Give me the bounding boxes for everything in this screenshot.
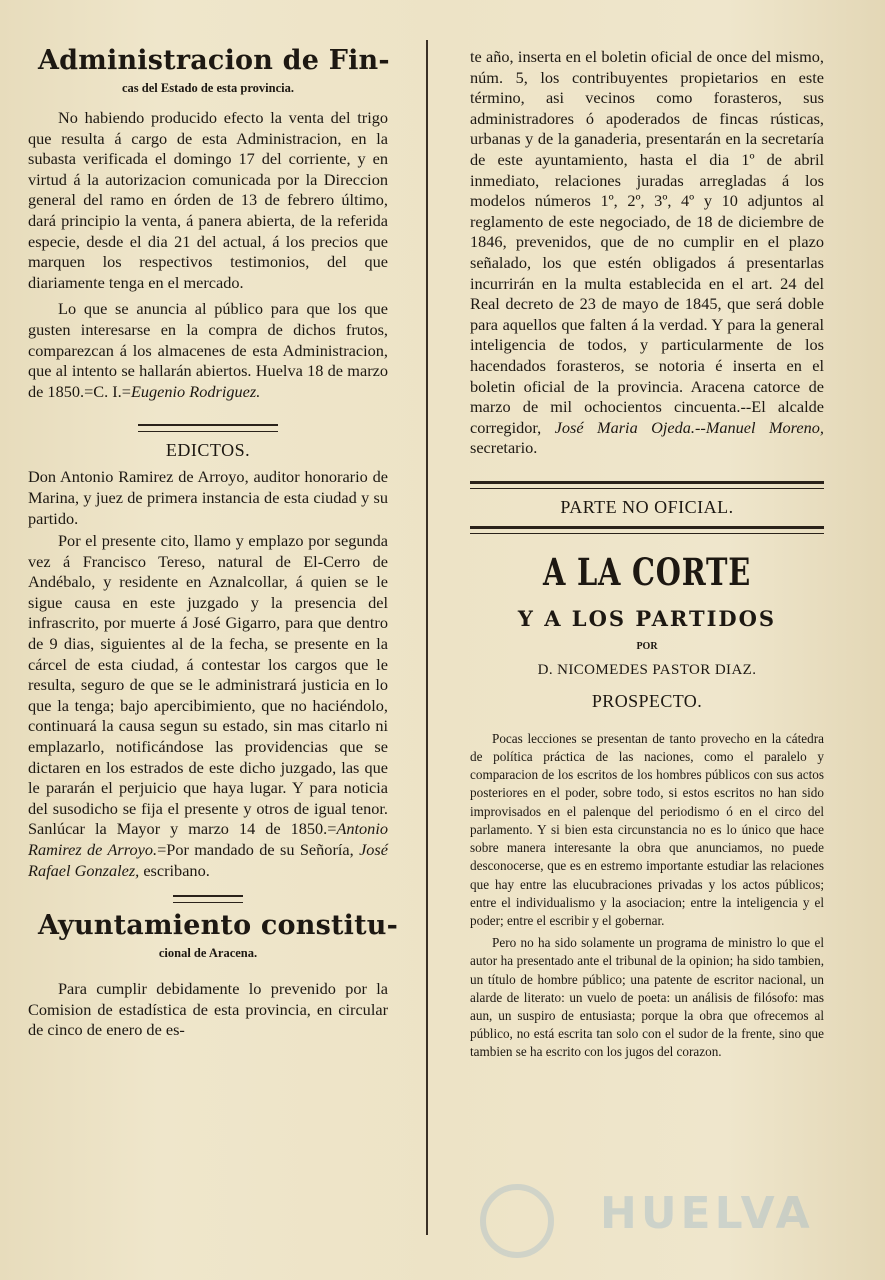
administracion-subtitle: cas del Estado de esta provincia.: [122, 81, 294, 95]
edictos-heading: EDICTOS.: [165, 440, 251, 461]
ayuntamiento-signatures: José Maria Ojeda.--Manuel Moreno,: [554, 417, 824, 437]
right-column: [470, 0, 824, 1062]
edictos-mandate-text: =Por mandado de su Señoría,: [157, 840, 354, 859]
administracion-paragraph-1: No habiendo producido efecto la venta del trigo que resulta á cargo de esta Administracion, en la subasta verificada el domingo 17 del corriente, y en virtud á la autorizacion comunicada por la Direccion general del ramo en órden de 13 de febrero último, dará principio la venta, á panera abierta, de la referida especie, desde el dia 21 del actual, á los precios que marquen los respectivos testimonios, del que diariamente tenga en el mercado.: [28, 108, 388, 292]
ayuntamiento-continuation: [470, 47, 824, 459]
watermark-logo-icon: [480, 1184, 554, 1258]
section-divider: [470, 481, 824, 489]
watermark-text: HUELVA: [600, 1188, 814, 1239]
column-rule: [426, 40, 428, 1235]
a-la-corte-title: A LA CORTE: [542, 549, 752, 594]
archive-watermark: [480, 1180, 814, 1250]
administracion-paragraph-2-text: Lo que se anuncia al público para que los que gusten interesarse en la compra de dichos frutos, comparezcan á los almacenes de esta Administracion, que al intento se hallarán abiertos. Huelva 18 de marzo de 1850.=C. I.=: [28, 299, 388, 401]
ayuntamiento-secretary: secretario.: [470, 438, 538, 458]
ayuntamiento-title: Ayuntamiento constitu-: [38, 910, 399, 942]
administracion-title: Administracion de Fin-: [38, 45, 390, 76]
section-divider: [173, 895, 243, 903]
edictos-paragraph-2-text: Por el presente cito, llamo y emplazo por segunda vez á Francisco Tereso, natural de El-Cerro de Andébalo, y residente en Aznalcollar, á quien se le sigue causa en este juzgado y la presencia del infrascrito, por muerte á José Gigarro, para que dentro de 9 dias, siguientes al de la fecha, se presente en la cárcel de esta ciudad, á contestar los cargos que le resulta, seguro de que se le administrará justicia en lo que la tenga; bajo apercibimiento, que no haciéndolo, continuará la causa segun su estado, sin mas citarlo ni emplazarlo, notificándose las providencias que se dictaren en los estrados de este dicho juzgado, las que le pararán el perjuicio que haya lugar. Y para noticia del susodicho se fija el presente y otros de igual tenor. Sanlúcar la Mayor y marzo 14 de 1850.=: [28, 531, 388, 839]
ayuntamiento-subtitle: cional de Aracena.: [158, 946, 258, 961]
y-a-los-partidos-title: Y A LOS PARTIDOS: [517, 605, 777, 631]
author-name: D. NICOMEDES PASTOR DIAZ.: [537, 661, 757, 678]
edictos-clerk-role: escribano.: [143, 860, 210, 880]
administracion-paragraph-2: [28, 299, 388, 402]
section-divider: [138, 424, 278, 432]
section-divider: [470, 526, 824, 534]
administracion-signature: Eugenio Rodriguez.: [130, 381, 261, 401]
prospecto-heading: PROSPECTO.: [591, 690, 703, 711]
prospecto-paragraph-2: Pero no ha sido solamente un programa de ministro lo que el autor ha presentado ante el tribunal de la opinion; ha sido tambien, un título de hombre público; una patente de escritor nacional, un alarde de literato: un vuelo de poeta: un análisis de filósofo: mas aun, un suspiro de entusiasta; porque la obra que ofrecemos al público, no está escrita tan solo con el sudor de la frente, sino que tambien se ha escrito con los jugos del corazon.: [470, 935, 824, 1060]
ayuntamiento-continuation-text: te año, inserta en el boletin oficial de once del mismo, núm. 5, los contribuyentes propietarios en este término, asi vecinos como forasteros, sus administradores ó apoderados de fincas rústicas, urbanas y de la ganaderia, presentarán en la secretaría de este ayuntamiento, hasta el dia 1º de abril inmediato, relaciones juradas arregladas á los modelos números 1º, 2º, 3º, 4º y 10 adjuntos al reglamento de este negociado, de 18 de diciembre de 1846, prevenidos, que de no cumplir en el plazo señalado, los que estén obligados á presentarlas incurrirán en la multa establecida en el art. 24 del Real decreto de 23 de mayo de 1845, que será doble para aquellos que falten á la verdad. Y para la general inteligencia de todos, y particularmente de los hacendados forasteros, se notoria é inserta en el boletin oficial de la provincia. Aracena catorce de marzo de mil ochocientos cincuenta.--El alcalde corregidor,: [470, 47, 824, 437]
parte-no-oficial-heading: PARTE NO OFICIAL.: [560, 496, 734, 517]
edictos-judge-signature: Antonio Ramirez de Arroyo.: [28, 819, 388, 859]
por-label: POR: [636, 640, 658, 652]
left-column: [28, 0, 399, 1041]
ayuntamiento-paragraph-1: Para cumplir debidamente lo prevenido por la Comision de estadística de esta provincia, en circular de cinco de enero de es-: [28, 979, 388, 1040]
edictos-paragraph-2: [28, 531, 388, 881]
edictos-clerk-signature: José Rafael Gonzalez,: [28, 840, 388, 880]
edictos-paragraph-1: Don Antonio Ramirez de Arroyo, auditor honorario de Marina, y juez de primera instancia de esta ciudad y su partido.: [28, 467, 388, 528]
prospecto-paragraph-1: Pocas lecciones se presentan de tanto provecho en la cátedra de política práctica de las naciones, como el paralelo y comparacion de los escritos de los hombres públicos con sus actos posteriores en el poder, sobre todo, si estos escritos no han sido improvisados en el palenque del periodismo ó en el circo del parlamento. Y si bien esta circunstancia no es lo único que hace sobre manera interesante la obra que anunciamos, no puede desconocerse, que es en estremo importante estudiar las relaciones que hay entre las elucubraciones privadas y los actos públicos; entre el individualismo y la asociacion; entre la inteligencia y el poder; entre el escribir y el gobernar.: [470, 730, 824, 928]
